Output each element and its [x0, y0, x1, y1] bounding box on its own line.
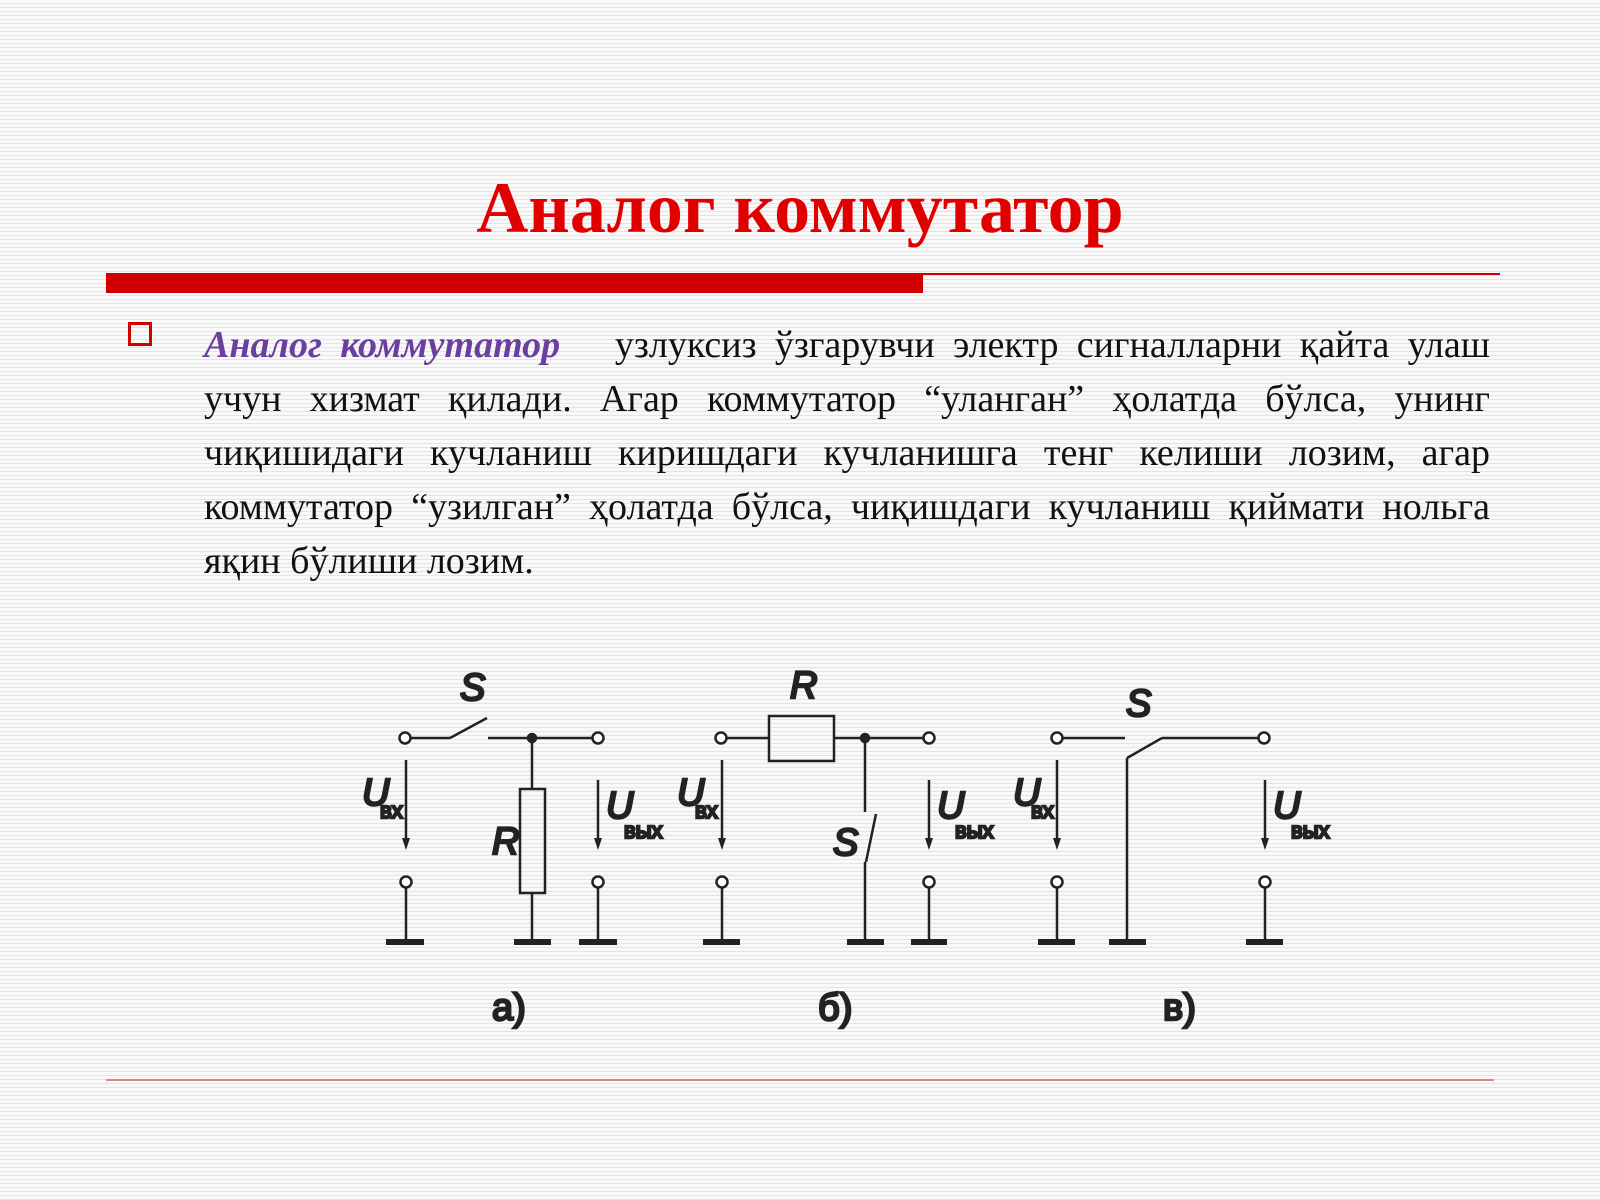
circuit-a-uin-label: U — [362, 772, 390, 814]
circuit-c-caption: в) — [1163, 987, 1196, 1029]
circuit-c-uin-sub: вх — [1031, 798, 1054, 823]
circuit-c-input-terminal — [1052, 733, 1063, 744]
circuit-b-uout-label: U — [937, 785, 965, 827]
circuit-a-uin-sub: вх — [380, 798, 403, 823]
circuit-c-uout-label: U — [1273, 785, 1301, 827]
circuit-c — [1013, 683, 1330, 1029]
circuit-b-resistor — [769, 716, 834, 761]
footer-divider — [106, 1079, 1494, 1081]
circuit-a-input-terminal — [400, 733, 411, 744]
circuit-c-output-terminal — [1259, 733, 1270, 744]
circuit-b-caption: б) — [818, 987, 853, 1029]
circuit-b — [677, 665, 994, 1029]
circuit-b-uin-label: U — [677, 772, 705, 814]
circuit-a-switch-label: S — [460, 667, 486, 709]
circuit-c-switch-label: S — [1126, 683, 1152, 725]
circuit-a-resistor — [520, 789, 545, 893]
circuit-b-uout-sub: вых — [955, 818, 994, 843]
circuit-b-input-terminal — [716, 733, 727, 744]
circuit-c-uin-label: U — [1013, 772, 1041, 814]
circuit-b-output-terminal — [924, 733, 935, 744]
circuit-a-switch-blade — [450, 718, 487, 738]
circuit-c-switch-blade — [1127, 738, 1162, 758]
paragraph-text: узлуксиз ўзгарувчи электр сигналларни қайта улаш учун хизмат қилади. Агар коммутатор “уланган” ҳолатда бўлса, унинг чиқишидаги кучланиш киришдаги кучланишга тенг келиши лозим, агар коммутатор “узилган” ҳолатда бўлса, чиқишдаги кучланиш қиймати нольга яқин бўлиши лозим. — [204, 324, 1490, 582]
circuit-a — [362, 667, 663, 1029]
circuit-a-caption: а) — [492, 987, 526, 1029]
circuit-a-uout-label: U — [606, 785, 634, 827]
highlighted-term: Аналог коммутатор — [204, 324, 561, 366]
circuit-b-resistor-label: R — [790, 665, 818, 707]
circuit-a-output-terminal — [593, 733, 604, 744]
circuit-b-uin-sub: вх — [695, 798, 718, 823]
circuit-b-switch-blade — [866, 814, 876, 862]
circuit-a-resistor-label: R — [492, 821, 520, 863]
circuit-a-uout-sub: вых — [624, 818, 663, 843]
circuit-b-switch-label: S — [833, 822, 859, 864]
circuit-c-uout-sub: вых — [1291, 818, 1330, 843]
slide-title: Аналог коммутатор — [476, 168, 1124, 248]
